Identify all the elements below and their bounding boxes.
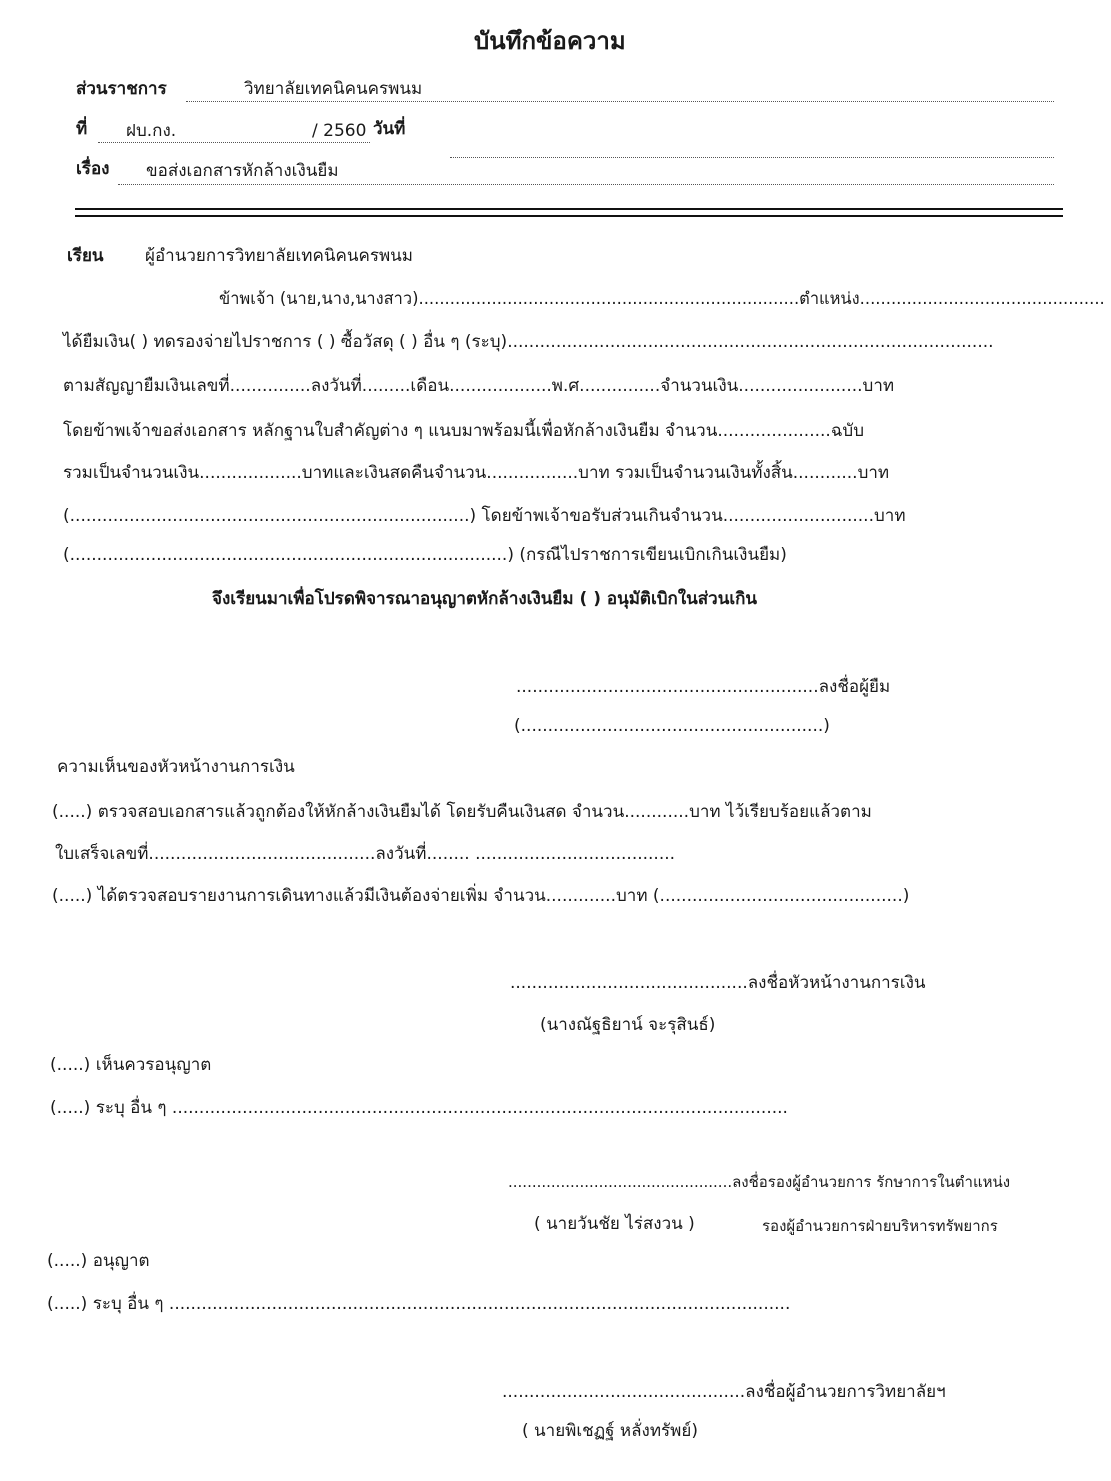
subject-dotted-line xyxy=(118,184,1054,185)
department-value: วิทยาลัยเทคนิคนครพนม xyxy=(244,79,423,99)
subject-value: ขอส่งเอกสารหักล้างเงินยืม xyxy=(146,161,339,181)
ref-dotted-line xyxy=(98,142,370,143)
director-option-approve: (.....) อนุญาต xyxy=(47,1251,150,1271)
header-rule-bottom xyxy=(75,215,1063,217)
body-line-contract: ตามสัญญายืมเงินเลขที่...............ลงวันที่.........เดือน...................พ.ศ...............จำนวนเงิน.......................บาท xyxy=(63,376,895,396)
finance-receipt-line: ใบเสร็จเลขที่..........................................ลงวันที่........ ..................................... xyxy=(55,844,676,864)
deputy-option-other: (.....) ระบุ อื่น ๆ .................................................................................................................. xyxy=(50,1098,788,1118)
body-line-totals: รวมเป็นจำนวนเงิน...................บาทและเงินสดคืนจำนวน.................บาท รวมเป็นจำนวนเงินทั้งสิ้น............บาท xyxy=(63,463,890,483)
deputy-signature-name: ( นายวันชัย ไร่สงวน ) xyxy=(534,1214,695,1234)
ref-year: / 2560 xyxy=(312,121,367,141)
document-title: บันทึกข้อความ xyxy=(474,27,626,55)
finance-option-verified: (.....) ตรวจสอบเอกสารแล้วถูกต้องให้หักล้างเงินยืมได้ โดยรับคืนเงินสด จำนวน............บาท ไว้เรียบร้อยแล้วตาม xyxy=(52,802,872,822)
date-dotted-line xyxy=(450,157,1054,158)
borrower-signature-line: ........................................................ลงชื่อผู้ยืม xyxy=(516,677,891,697)
finance-option-extra-payment: (.....) ได้ตรวจสอบรายงานการเดินทางแล้วมีเงินต้องจ่ายเพิ่ม จำนวน.............บาท (.............................................) xyxy=(52,886,910,906)
deputy-signature-line: ...............................................ลงชื่อรองผู้อำนวยการ รักษาการในตำแหน่ง xyxy=(508,1173,1011,1191)
finance-signature-line: ............................................ลงชื่อหัวหน้างานการเงิน xyxy=(510,973,926,993)
deputy-option-approve: (.....) เห็นควรอนุญาต xyxy=(50,1055,212,1075)
department-dotted-line xyxy=(186,101,1054,102)
to-value: ผู้อำนวยการวิทยาลัยเทคนิคนครพนม xyxy=(145,246,413,266)
director-option-other: (.....) ระบุ อื่น ๆ ................................................................................................................... xyxy=(47,1294,791,1314)
ref-label: ที่ xyxy=(76,119,88,139)
body-line-request: จึงเรียนมาเพื่อโปรดพิจารณาอนุญาตหักล้างเงินยืม ( ) อนุมัติเบิกในส่วนเกิน xyxy=(212,589,758,609)
header-rule-top xyxy=(75,208,1063,210)
ref-value: ฝบ.กง. xyxy=(126,121,177,141)
date-label: วันที่ xyxy=(373,119,406,139)
finance-heading: ความเห็นของหัวหน้างานการเงิน xyxy=(57,757,295,777)
body-line-excess-note: (.................................................................................) (กรณีไปราชการเขียนเบิกเกินเงินยืม) xyxy=(63,545,787,565)
to-label: เรียน xyxy=(67,246,104,266)
subject-label: เรื่อง xyxy=(76,159,110,179)
body-line-documents: โดยข้าพเจ้าขอส่งเอกสาร หลักฐานใบสำคัญต่าง ๆ แนบมาพร้อมนี้เพื่อหักล้างเงินยืม จำนวน.....................ฉบับ xyxy=(63,421,864,441)
director-signature-name: ( นายพิเชฏฐ์ หลั่งทรัพย์) xyxy=(522,1421,698,1441)
body-line-excess-amount: (..........................................................................) โดยข้าพเจ้าขอรับส่วนเกินจำนวน............................บาท xyxy=(63,506,906,526)
deputy-signature-title: รองผู้อำนวยการฝ่ายบริหารทรัพยากร xyxy=(762,1217,998,1235)
director-signature-line: .............................................ลงชื่อผู้อำนวยการวิทยาลัยฯ xyxy=(502,1382,946,1402)
finance-signature-name: (นางณัฐธิยาน์ จะรุสินธ์) xyxy=(540,1015,716,1035)
body-line-loan-type: ได้ยืมเงิน( ) ทดรองจ่ายไปราชการ ( ) ซื้อวัสดุ ( ) อื่น ๆ (ระบุ).......................................................................................... xyxy=(63,332,994,352)
department-label: ส่วนราชการ xyxy=(76,79,167,99)
body-line-name-position: ข้าพเจ้า (นาย,นาง,นางสาว).........................................................................ตำแหน่ง............................................... xyxy=(219,289,1105,308)
borrower-signature-name: (........................................................) xyxy=(514,716,830,736)
